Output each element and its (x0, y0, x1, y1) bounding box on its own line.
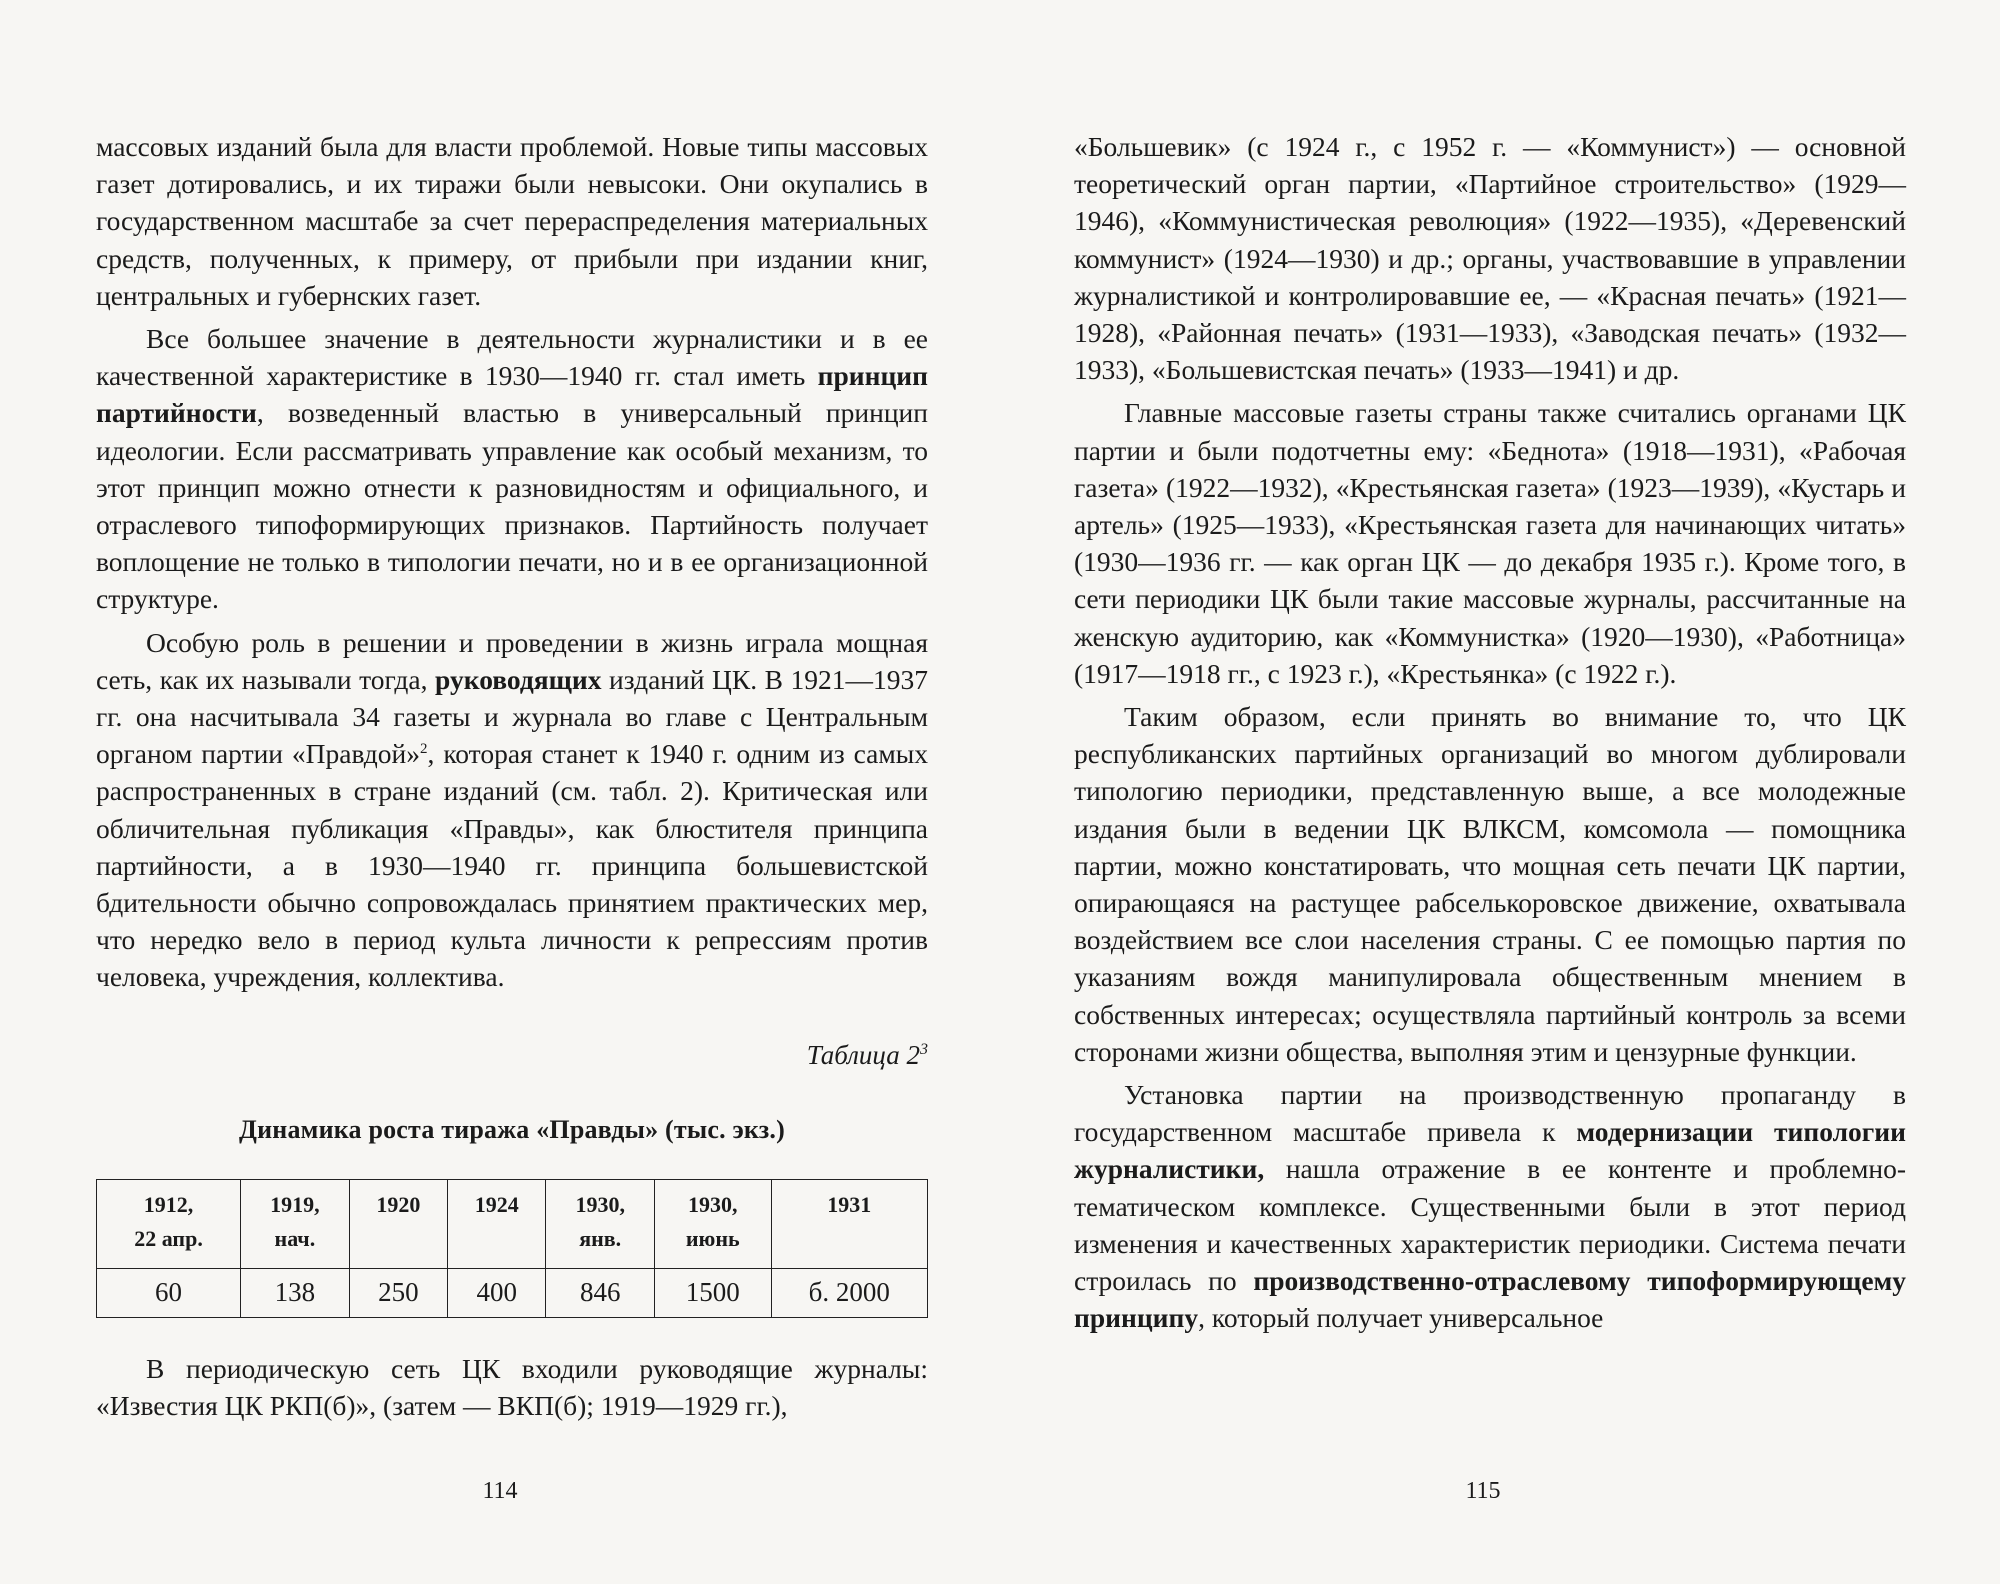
table-cell: 60 (97, 1268, 241, 1317)
table-cell: 250 (349, 1268, 447, 1317)
header-line: июнь (685, 1225, 740, 1251)
text-run: изданий ЦК. В 1921—1937 гг. она насчитывала 34 газеты и журнала во главе с Центральным органом партии «Правдой» (96, 663, 928, 770)
header-cell (771, 1179, 927, 1268)
table-caption (96, 1040, 928, 1071)
header-cell (97, 1179, 241, 1268)
left-paragraph-3 (96, 624, 928, 996)
table-title: Динамика роста тиража «Правды» (тыс. экз.) (239, 1114, 785, 1144)
table-row (97, 1268, 928, 1317)
header-line: 1920 (376, 1191, 421, 1217)
text-run: Особую роль в решении и проведении в жизнь играла мощная сеть, как их называли тогда, (96, 626, 928, 695)
bold-term: принцип партийности (96, 360, 928, 429)
table-cell: б. 2000 (771, 1268, 927, 1317)
text-run: , которая станет к 1940 г. одним из самых распространенных в стране изданий (см. табл. 2). Критическая или обличительная публикация «Правды», как блюстителя принципа партийности, а в 1930—1940 гг. принципа большевистской бдительности обычно сопровождалась принятием практических мер, что нередко вело в период культа личности к репрессиям против человека, учреждения, коллектива. (96, 738, 928, 993)
text-run: Все большее значение в деятельности журналистики и в ее качественной характеристике в 1930—1940 гг. стал иметь (96, 323, 928, 392)
page-number-left: 114 (482, 1478, 518, 1504)
right-paragraph-2: Главные массовые газеты страны также считались органами ЦК партии и были подотчетны ему: «Беднота» (1918—1931), «Рабочая газета» (1922—1932), «Крестьянская газета» (1923—1939), «Кустарь и артель» (1925—1933), «Крестьянская газета для начинающих читать» (1930—1936 гг. — как орган ЦК — до декабря 1935 г.). Кроме того, в сети периодики ЦК были такие массовые журналы, рассчитанные на женскую аудиторию, как «Коммунистка» (1920—1930), «Работница» (1917—1918 гг., с 1923 г.), «Крестьянка» (с 1922 г.). (1074, 397, 1906, 689)
right-paragraph-1: «Большевик» (с 1924 г., с 1952 г. — «Коммунист») — основной теоретический орган партии, «Партийное строительство» (1929—1946), «Коммунистическая революция» (1922—1935), «Деревенский коммунист» (1924—1930) и др.; органы, участвовавшие в управлении журналистикой и контролировавшие ее, — «Красная печать» (1921—1928), «Районная печать» (1931—1933), «Заводская печать» (1932—1933), «Большевистская печать» (1933—1941) и др. (1074, 131, 1906, 386)
header-line: 1930, (688, 1191, 738, 1217)
bold-term: руководящих (435, 663, 602, 695)
caption-text: Таблица 2 (806, 1039, 920, 1070)
bold-term: производственно-отраслевому типоформирующему принципу (1074, 1265, 1907, 1334)
text-run: , который получает универсальное (1198, 1302, 1604, 1334)
header-line: 1931 (827, 1191, 872, 1217)
bold-term: модернизации типологии журналистики, (1074, 1116, 1906, 1185)
text-run: Установка партии на производственную пропаганду в государственном масштабе привела к (1074, 1079, 1906, 1148)
table-cell: 1500 (654, 1268, 771, 1317)
text-run: , возведенный властью в универсальный принцип идеологии. Если рассматривать управление как особый механизм, то этот принцип можно отнести к разновидностям и официального, и отраслевого типоформирующих признаков. Партийность получает воплощение не только в типологии печати, но и в ее организационной структуре. (96, 397, 928, 615)
header-cell (654, 1179, 771, 1268)
header-cell (448, 1179, 546, 1268)
footnote-ref: 3 (920, 1040, 928, 1058)
right-paragraph-3: Таким образом, если принять во внимание то, что ЦК республиканских партийных организаций во многом дублировали типологию периодики, представленную выше, а все молодежные издания были в ведении ЦК ВЛКСМ, комсомола — помощника партии, можно констатировать, что мощная сеть печати ЦК партии, опирающаяся на растущее рабселькоровское движение, охватывала воздействием все слои населения страны. С ее помощью партия по указаниям вождя манипулировала общественным мнением в собственных интересах; осуществляла партийный контроль за всеми сторонами жизни общества, выполняя этим и цензурные функции. (1074, 701, 1906, 1067)
table-cell: 400 (448, 1268, 546, 1317)
left-page (96, 128, 928, 1424)
header-line: 1930, (575, 1191, 625, 1217)
header-line: 1924 (474, 1191, 519, 1217)
text-run: нашла отражение в ее контенте и проблемно-тематическом комплексе. Существенными были в этот период изменения и качественных характеристик периодики. Система печати строилась по (1074, 1153, 1906, 1297)
left-paragraph-1: массовых изданий была для власти проблемой. Новые типы массовых газет дотировались, и их тиражи были невысоки. Они окупались в государственном масштабе за счет перераспределения материальных средств, полученных, к примеру, от прибыли при издании книг, центральных и губернских газет. (96, 131, 928, 311)
header-cell (546, 1179, 655, 1268)
right-page (1074, 128, 1906, 1337)
left-paragraph-4: В периодическую сеть ЦК входили руководящие журналы: «Известия ЦК РКП(б)», (затем — ВКП(б); 1919—1929 гг.), (96, 1352, 928, 1421)
circulation-table (96, 1179, 928, 1318)
table-cell: 846 (546, 1268, 655, 1317)
table-header-row (97, 1179, 928, 1268)
footnote-ref: 2 (420, 741, 428, 758)
header-cell (349, 1179, 447, 1268)
left-paragraph-2 (96, 320, 928, 618)
right-paragraph-4 (1074, 1076, 1906, 1336)
header-line: янв. (579, 1225, 622, 1251)
header-line: 1919, (270, 1191, 320, 1217)
header-cell (241, 1179, 350, 1268)
header-line: нач. (274, 1225, 316, 1251)
header-line: 1912, (143, 1191, 194, 1217)
page-number-right: 115 (1465, 1478, 1501, 1504)
table-cell: 138 (241, 1268, 350, 1317)
header-line: 22 апр. (134, 1225, 203, 1251)
